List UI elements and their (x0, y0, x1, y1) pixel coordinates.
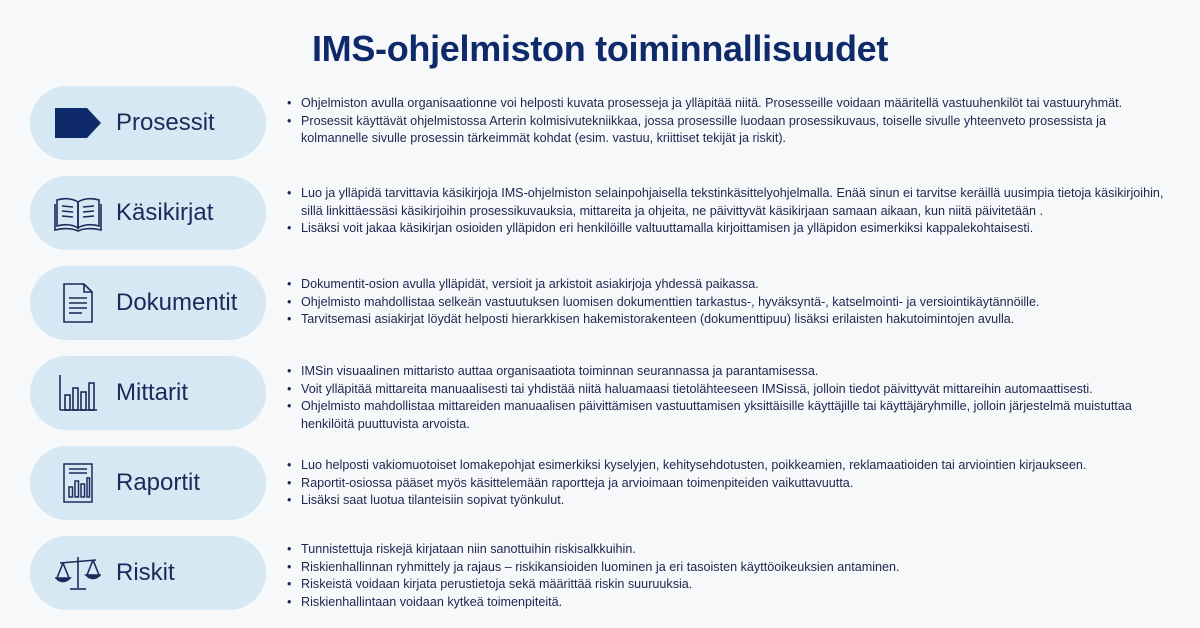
feature-label: Käsikirjat (116, 199, 214, 226)
feature-pill-dokumentit[interactable] (30, 266, 266, 340)
scales-icon (52, 550, 104, 596)
bullet-item: • Ohjelmisto mahdollistaa selkeän vastuutuksen luomisen dokumenttien tarkastus-, hyväksyntä-, katselmointi- ja versiointikäytännöille. (284, 294, 1164, 312)
page-title: IMS-ohjelmiston toiminnallisuudet (311, 28, 889, 69)
bullet-item: • Ohjelmiston avulla organisaationne voi helposti kuvata prosesseja ja ylläpitää niitä. Prosesseille voidaan määritellä vastuuhenkilöt tai vastuuryhmät. (284, 95, 1164, 113)
feature-pill-mittarit[interactable] (30, 356, 266, 430)
bullet-item: • IMSin visuaalinen mittaristo auttaa organisaatiota toiminnan seurannassa ja parantamisessa. (284, 363, 1164, 381)
bullet-item: • Raportit-osiossa pääset myös käsittelemään raportteja ja arvioimaan toimenpiteiden vaikuttavuutta. (284, 475, 1164, 493)
document-icon (52, 280, 104, 326)
feature-description-kasikirjat (284, 185, 1164, 238)
process-arrow-icon (52, 100, 104, 146)
feature-label: Prosessit (116, 109, 215, 136)
bullet-item: • Ohjelmisto mahdollistaa mittareiden manuaalisen päivittämisen vastuuttamisen yksittäisille käyttäjille tai käyttäjäryhmille, jolloin järjestelmä muistuttaa henkilöitä puuttuvista arvoista. (284, 398, 1164, 433)
feature-description-mittarit (284, 363, 1164, 433)
bullet-item: • Tunnistettuja riskejä kirjataan niin sanottuihin riskisalkkuihin. (284, 541, 1164, 559)
bullet-item: • Voit ylläpitää mittareita manuaalisesti tai yhdistää niitä haluamaasi tietolähteeseen IMSissä, jolloin tiedot päivittyvät mittareihin automaattisesti. (284, 381, 1164, 399)
bullet-item: • Riskienhallinnan ryhmittely ja rajaus – riskikansioiden luominen ja eri tasoisten käyttöoikeuksien antaminen. (284, 559, 1164, 577)
feature-pill-riskit[interactable] (30, 536, 266, 610)
bullet-item: • Riskeistä voidaan kirjata perustietoja sekä määrittää riskin suuruuksia. (284, 576, 1164, 594)
bullet-item: • Tarvitsemasi asiakirjat löydät helposti hierarkkisen hakemistorakenteen (dokumenttipuu) lisäksi erilaisten hakutoimintojen avulla. (284, 311, 1164, 329)
feature-pill-raportit[interactable] (30, 446, 266, 520)
bullet-item: • Luo helposti vakiomuotoiset lomakepohjat esimerkiksi kyselyjen, kehitysehdotusten, poikkeamien, reklamaatioiden tai arviointien kirjaukseen. (284, 457, 1164, 475)
feature-description-prosessit (284, 95, 1164, 148)
bar-chart-icon (52, 370, 104, 416)
feature-label: Raportit (116, 469, 201, 496)
feature-label: Mittarit (116, 379, 188, 406)
feature-pill-prosessit[interactable] (30, 86, 266, 160)
bullet-item: • Lisäksi saat luotua tilanteisiin sopivat työnkulut. (284, 492, 1164, 510)
feature-description-raportit (284, 457, 1164, 510)
report-icon (52, 460, 104, 506)
bullet-item: • Prosessit käyttävät ohjelmistossa Arterin kolmisivutekniikkaa, jossa prosessille luodaan prosessikuvaus, toiselle sivulle yhteenveto prosessista ja kolmannelle sivulle prosessin tärkeimmät kohdat (esim. vastuu, kriittiset tekijät ja riskit). (284, 113, 1164, 148)
open-book-icon (52, 190, 104, 236)
bullet-item: • Lisäksi voit jakaa käsikirjan osioiden ylläpidon eri henkilöille valtuuttamalla kirjoittamisen ja ylläpidon esimerkiksi kappalekohtaisesti. (284, 220, 1164, 238)
bullet-item: • Luo ja ylläpidä tarvittavia käsikirjoja IMS-ohjelmiston selainpohjaisella tekstinkäsittelyohjelmalla. Enää sinun ei tarvitse keräillä uusimpia tietoja käsikirjoihin, sillä linkittäessäsi käsikirjoihin prosessikuvauksia, mittareita ja ohjeita, ne päivittyvät käsikirjaan samaan aikaan, kun niitä päivitetään . (284, 185, 1164, 220)
feature-description-riskit (284, 541, 1164, 611)
bullet-item: • Dokumentit-osion avulla ylläpidät, versioit ja arkistoit asiakirjoja yhdessä paikassa. (284, 276, 1164, 294)
feature-pill-kasikirjat[interactable] (30, 176, 266, 250)
feature-label: Dokumentit (116, 289, 238, 316)
bullet-item: • Riskienhallintaan voidaan kytkeä toimenpiteitä. (284, 594, 1164, 612)
feature-description-dokumentit (284, 276, 1164, 329)
feature-label: Riskit (116, 559, 175, 586)
